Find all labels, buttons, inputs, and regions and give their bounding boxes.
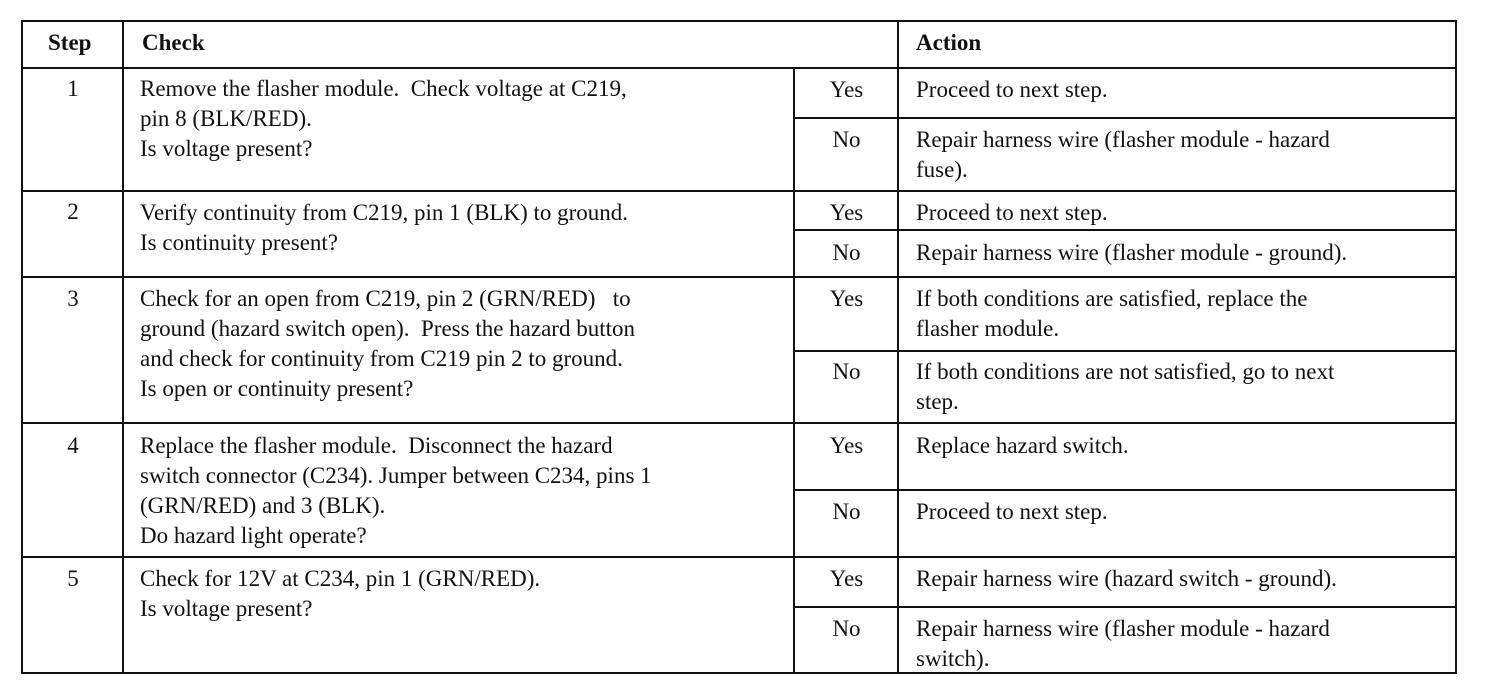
no-label: No: [832, 616, 861, 641]
yes-action: Proceed to next step.: [916, 200, 1108, 225]
check-text: Check for an open from C219, pin 2 (GRN/RED) to ground (hazard switch open). Press the hazard button and check for continuity from C219 pin 2 to ground. Is open or continuity present?: [140, 286, 635, 401]
yes-action: Repair harness wire (hazard switch - ground).: [916, 566, 1337, 591]
no-label: No: [832, 127, 861, 152]
check-text: Replace the flasher module. Disconnect the hazard switch connector (C234). Jumper between C234, pins 1 (GRN/RED) and 3 (BLK). Do hazard light operate?: [140, 433, 652, 548]
yes-label: Yes: [829, 566, 864, 591]
no-label: No: [832, 359, 861, 384]
no-action: Proceed to next step.: [916, 499, 1108, 524]
header-check: Check: [142, 30, 205, 55]
yes-label: Yes: [829, 286, 864, 311]
no-action: Repair harness wire (flasher module - hazard switch).: [916, 616, 1330, 671]
yes-action: If both conditions are satisfied, replace the flasher module.: [916, 286, 1308, 341]
no-action: Repair harness wire (flasher module - hazard fuse).: [916, 127, 1330, 182]
no-action: If both conditions are not satisfied, go to next step.: [916, 359, 1335, 414]
step-number: 3: [67, 286, 79, 311]
yes-label: Yes: [829, 200, 864, 225]
header-action: Action: [916, 30, 982, 55]
no-label: No: [832, 240, 861, 265]
yes-action: Replace hazard switch.: [916, 433, 1129, 458]
check-text: Check for 12V at C234, pin 1 (GRN/RED). Is voltage present?: [140, 566, 541, 621]
step-number: 2: [67, 199, 79, 224]
check-text: Remove the flasher module. Check voltage at C219, pin 8 (BLK/RED). Is voltage present?: [140, 76, 627, 161]
step-number: 1: [67, 76, 79, 101]
yes-label: Yes: [829, 77, 864, 102]
no-action: Repair harness wire (flasher module - ground).: [916, 240, 1348, 265]
no-label: No: [832, 499, 861, 524]
yes-action: Proceed to next step.: [916, 77, 1108, 102]
check-text: Verify continuity from C219, pin 1 (BLK) to ground. Is continuity present?: [140, 200, 629, 255]
yes-label: Yes: [829, 433, 864, 458]
step-number: 5: [67, 566, 79, 591]
step-number: 4: [67, 433, 79, 458]
header-step: Step: [48, 30, 92, 55]
